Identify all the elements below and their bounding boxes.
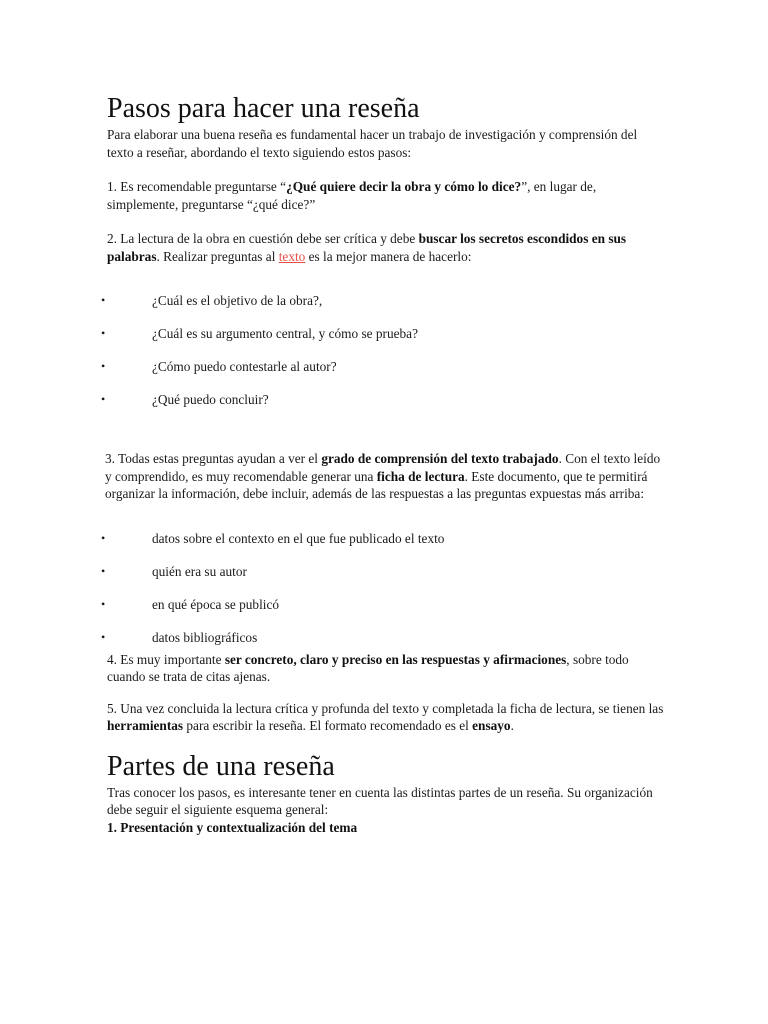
- section-title-partes: Partes de una reseña: [107, 750, 335, 782]
- texto-link[interactable]: texto: [278, 248, 306, 264]
- list-item: • ¿Cuál es su argumento central, y cómo se prueba?: [101, 326, 418, 341]
- bullet-icon: •: [101, 563, 106, 578]
- list-item: • quién era su autor: [101, 563, 247, 579]
- part-1-heading: 1. Presentación y contextualización del tema: [107, 819, 358, 835]
- bullet-icon: •: [101, 293, 106, 307]
- step-4-bold: ser concreto, claro y preciso en las respuestas y afirmaciones: [224, 651, 567, 667]
- bullet-icon: •: [101, 359, 106, 373]
- intro-paragraph: Para elaborar una buena reseña es fundamental hacer un trabajo de investigación y comprensión del texto a reseñar, abordando el texto siguiendo estos pasos:: [107, 127, 638, 160]
- list-item: • ¿Qué puedo concluir?: [101, 392, 269, 407]
- step-2-text-before: 2. La lectura de la obra en cuestión debe ser crítica y debe: [107, 231, 419, 246]
- step-5-paragraph: [107, 700, 667, 735]
- list-item: • en qué época se publicó: [101, 596, 280, 612]
- step-2-text-after: es la mejor manera de hacerlo:: [305, 248, 472, 264]
- step-5-text-before: 5. Una vez concluida la lectura crítica y profunda del texto y completada la ficha de lectura, se tienen las: [107, 700, 664, 716]
- list-item: • ¿Cómo puedo contestarle al autor?: [101, 359, 337, 374]
- list-item: • ¿Cuál es el objetivo de la obra?,: [101, 293, 323, 308]
- bullet-icon: •: [101, 596, 106, 611]
- bullet-icon: •: [101, 530, 106, 545]
- step-1-text-after: ”, en lugar de, simplemente, preguntarse “¿qué dice?”: [107, 179, 597, 212]
- step-5-text-after: .: [510, 718, 514, 733]
- step-4-paragraph: [107, 651, 667, 686]
- step-3-text-middle: . Con el texto leído y comprendido, es muy recomendable generar una: [105, 451, 661, 484]
- bullet-icon: •: [101, 392, 106, 406]
- section-title-pasos: Pasos para hacer una reseña: [107, 93, 420, 124]
- step-3-text-after: . Este documento, que te permitirá organizar la información, debe incluir, además de las respuestas a las preguntas expuestas más arriba:: [105, 468, 648, 501]
- document-page: [101, 92, 667, 836]
- step-1-text-before: 1. Es recomendable preguntarse “: [107, 179, 287, 194]
- partes-intro-paragraph: Tras conocer los pasos, es interesante tener en cuenta las distintas partes de un reseña. Su organización debe seguir el siguiente esquema general:: [107, 784, 653, 817]
- list-item: • datos sobre el contexto en el que fue publicado el texto: [101, 530, 445, 546]
- step-2-bold: buscar los secretos escondidos en sus palabras: [107, 231, 627, 264]
- step-3-bold-2: ficha de lectura: [376, 468, 465, 484]
- step-2-paragraph: [107, 230, 667, 265]
- bullet-icon: •: [101, 326, 106, 340]
- step-5-bold-1: herramientas: [107, 718, 184, 733]
- step-1-bold: ¿Qué quiere decir la obra y cómo lo dice?: [286, 179, 522, 194]
- step-3-text-before: 3. Todas estas preguntas ayudan a ver el: [105, 451, 322, 466]
- step-3-paragraph: [105, 450, 667, 503]
- data-items-list: [101, 530, 667, 651]
- step-3-bold-1: grado de comprensión del texto trabajado: [321, 451, 559, 466]
- step-1-paragraph: [107, 178, 667, 213]
- step-5-text-middle: para escribir la reseña. El formato recomendado es el: [183, 718, 473, 733]
- step-5-bold-2: ensayo: [472, 718, 511, 733]
- questions-list: [101, 292, 667, 424]
- step-2-text-middle: . Realizar preguntas al: [156, 248, 279, 264]
- bullet-icon: •: [101, 629, 106, 644]
- list-item: • datos bibliográficos: [101, 629, 258, 645]
- step-4-text-after: , sobre todo cuando se trata de citas ajenas.: [107, 651, 629, 684]
- step-4-text-before: 4. Es muy importante: [107, 651, 225, 667]
